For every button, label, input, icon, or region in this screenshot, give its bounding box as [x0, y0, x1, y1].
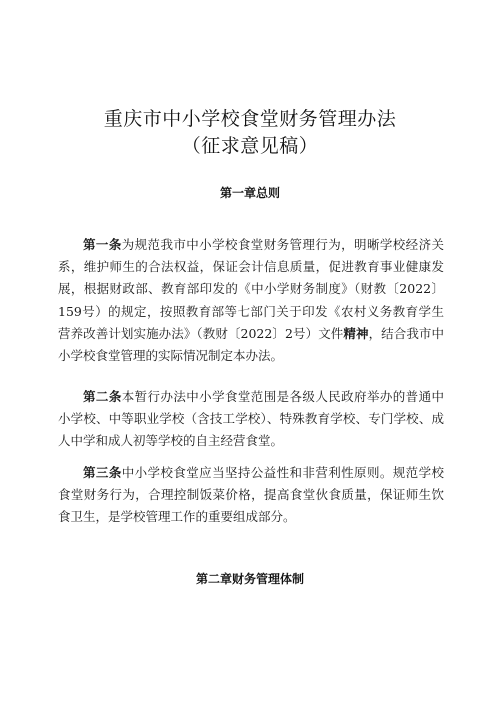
document-title: 重庆市中小学校食堂财务管理办法: [103, 108, 397, 130]
document-subtitle: （征求意见稿）: [181, 135, 319, 157]
article-3: [58, 462, 444, 529]
article-1-text-part1: 为规范我市中小学校食堂财务管理行为，明晰学校经济关系，维护师生的合法权益，保证会计信息质量，促进教育事业健康发展，根据财政部、教育部印发的《中小学财务制度》（财教〔2022〕159号）的规定，按照教育部等七部门关于印发《农村义务教育学生营养改善计划实施办法》（教财〔2022〕2号）文件: [58, 237, 444, 341]
article-3-number: 第三条: [83, 465, 122, 480]
chapter-2-heading: 第二章财务管理体制: [195, 572, 304, 586]
article-1-number: 第一条: [83, 237, 122, 252]
article-3-text: 中小学校食堂应当坚持公益性和非营利性原则。规范学校食堂财务行为，合理控制饭菜价格，提高食堂伙食质量，保证师生饮食卫生，是学校管理工作的重要组成部分。: [58, 465, 444, 525]
article-2: [58, 386, 444, 453]
chapter-1-heading: 第一章总则: [219, 186, 280, 200]
article-2-text: 本暂行办法中小学食堂范围是各级人民政府举办的普通中小学校、中等职业学校（含技工学校）、特殊教育学校、专门学校、成人中学和成人初等学校的自主经营食堂。: [58, 389, 444, 449]
article-2-number: 第二条: [83, 389, 122, 404]
article-1-text-part2: ，结合我市中小学校食堂管理的实际情况制定本办法。: [58, 325, 444, 364]
article-1-bold-word: 精神: [343, 325, 369, 341]
article-1: [58, 234, 444, 367]
